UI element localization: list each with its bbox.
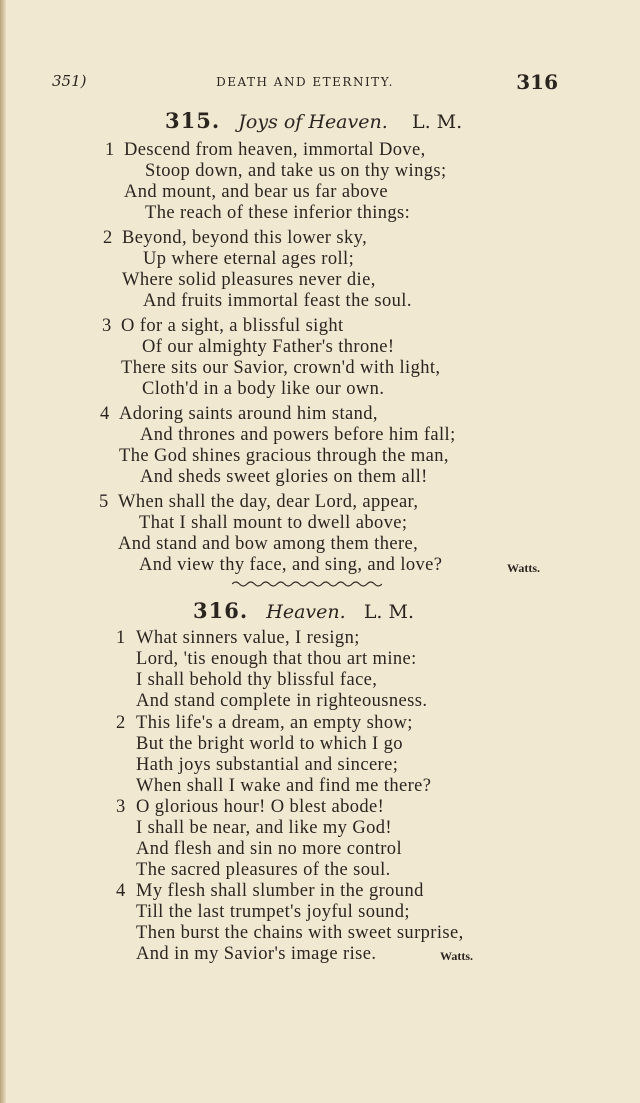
verse-number: 1 bbox=[105, 140, 115, 160]
verse-line: Lord, 'tis enough that thou art mine: bbox=[136, 649, 417, 669]
verse-line: Hath joys substantial and sincere; bbox=[136, 755, 399, 775]
verse-line: That I shall mount to dwell above; bbox=[139, 513, 408, 533]
verse-line: But the bright world to which I go bbox=[136, 734, 403, 754]
page-number: 316 bbox=[516, 70, 558, 94]
author-credit: Watts. bbox=[507, 561, 540, 575]
verse-line: Adoring saints around him stand, bbox=[119, 404, 378, 424]
hymn-title-316 bbox=[193, 598, 414, 623]
verse-line: What sinners value, I resign; bbox=[136, 628, 360, 648]
verse-number: 2 bbox=[103, 228, 113, 248]
verse-line: Descend from heaven, immortal Dove, bbox=[124, 140, 426, 160]
verse-line: And stand and bow among them there, bbox=[118, 534, 419, 554]
hymn-name: Heaven. bbox=[266, 601, 346, 623]
hymn-number: 316. bbox=[193, 598, 249, 623]
header-section-marker: 351) bbox=[52, 72, 87, 90]
hymn-meter: L. M. bbox=[411, 111, 463, 133]
verse-line: Beyond, beyond this lower sky, bbox=[122, 228, 368, 248]
author-credit: Watts. bbox=[440, 949, 473, 963]
verse-line: Of our almighty Father's throne! bbox=[142, 337, 395, 357]
verse-line: And stand complete in righteousness. bbox=[136, 691, 428, 711]
verse-line: And mount, and bear us far above bbox=[124, 182, 389, 202]
verse-line: My flesh shall slumber in the ground bbox=[136, 881, 424, 901]
verse-line: Then burst the chains with sweet surprise, bbox=[136, 923, 464, 943]
verse-line: And in my Savior's image rise. bbox=[136, 944, 377, 964]
verse-number: 1 bbox=[116, 628, 126, 648]
verse-line: The God shines gracious through the man, bbox=[119, 446, 449, 466]
verse-number: 4 bbox=[100, 404, 110, 424]
verse-line: And flesh and sin no more control bbox=[136, 839, 402, 859]
verse-line: Cloth'd in a body like our own. bbox=[142, 379, 385, 399]
verse-line: Stoop down, and take us on thy wings; bbox=[145, 161, 447, 181]
hymn-number: 315. bbox=[165, 108, 221, 133]
hymn-meter: L. M. bbox=[363, 601, 415, 623]
verse-line: The sacred pleasures of the soul. bbox=[136, 860, 391, 880]
verse-line: There sits our Savior, crown'd with light, bbox=[121, 358, 441, 378]
verse-line: Up where eternal ages roll; bbox=[143, 249, 355, 269]
hymn-title-315 bbox=[165, 108, 462, 133]
verse-line: O for a sight, a blissful sight bbox=[121, 316, 344, 336]
verse-line: When shall I wake and find me there? bbox=[136, 776, 432, 796]
running-head bbox=[52, 70, 558, 94]
header-section-title: DEATH AND ETERNITY. bbox=[216, 75, 394, 89]
wavy-divider bbox=[232, 580, 382, 588]
verse-line: Till the last trumpet's joyful sound; bbox=[136, 902, 410, 922]
verse-line: And sheds sweet glories on them all! bbox=[140, 467, 428, 487]
verse-line: I shall be near, and like my God! bbox=[136, 818, 392, 838]
verse-line: And view thy face, and sing, and love? bbox=[139, 555, 443, 575]
verse-line: And fruits immortal feast the soul. bbox=[143, 291, 412, 311]
verse-line: I shall behold thy blissful face, bbox=[136, 670, 378, 690]
verse-number: 3 bbox=[116, 797, 126, 817]
verse-line: The reach of these inferior things: bbox=[145, 203, 411, 223]
page-edge bbox=[0, 0, 6, 1103]
verse-number: 5 bbox=[99, 492, 109, 512]
verse-line: When shall the day, dear Lord, appear, bbox=[118, 492, 419, 512]
verse-line: This life's a dream, an empty show; bbox=[136, 713, 413, 733]
verse-number: 4 bbox=[116, 881, 126, 901]
hymn-name: Joys of Heaven. bbox=[238, 111, 388, 133]
verse-number: 3 bbox=[102, 316, 112, 336]
verse-line: And thrones and powers before him fall; bbox=[140, 425, 456, 445]
verse-line: Where solid pleasures never die, bbox=[122, 270, 376, 290]
verse-number: 2 bbox=[116, 713, 126, 733]
verse-line: O glorious hour! O blest abode! bbox=[136, 797, 385, 817]
